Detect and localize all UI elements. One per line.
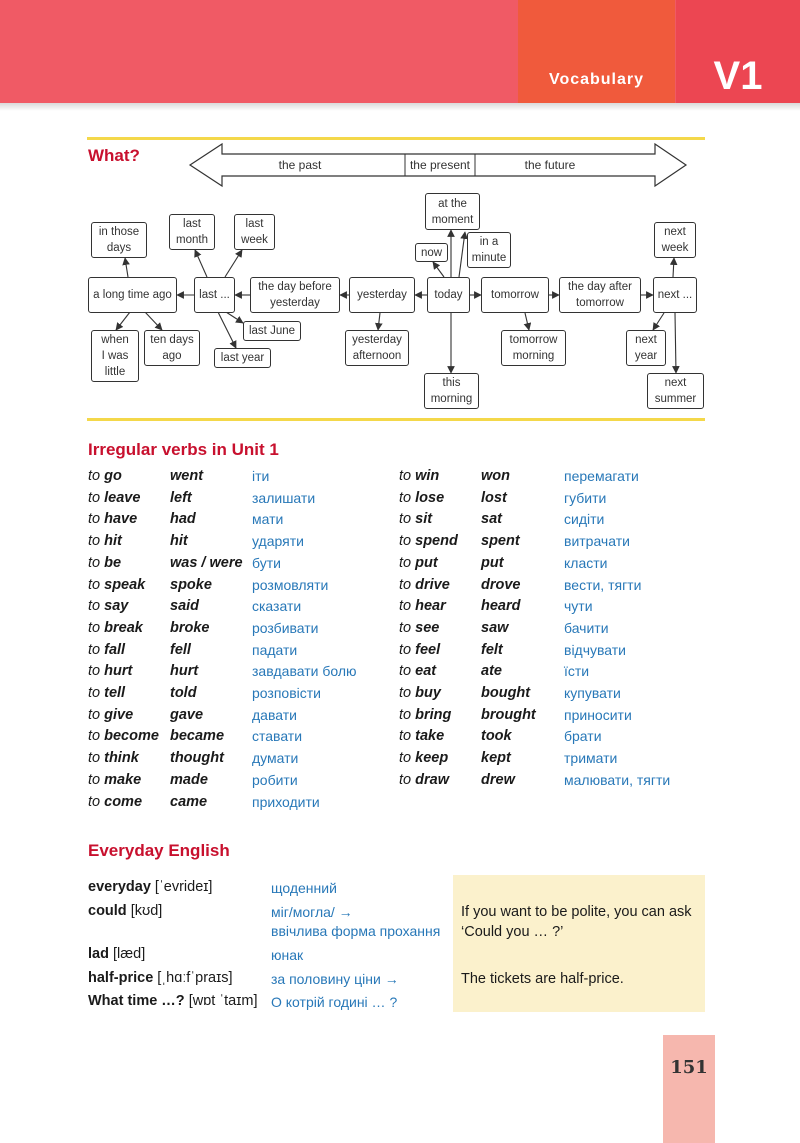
box-label: last June [248,325,296,337]
verb-infinitive [88,792,142,814]
box-tomorrow [481,277,549,313]
to-particle: to [399,533,412,550]
verb-base: speak [104,576,146,593]
to-particle: to [88,663,101,680]
to-particle: to [399,750,412,767]
everyday-word [88,879,212,895]
to-particle: to [399,598,412,615]
ipa: [wɒt ˈtaɪm] [188,993,258,1009]
timeline-past: the past [278,158,322,172]
verb-translation: давати [252,706,297,723]
box-next-summer [647,373,704,409]
box-label: next year [634,334,658,362]
verb-translation: тримати [564,750,618,767]
box-last-dots [194,277,235,313]
verb-translation: вести, тягти [564,576,642,593]
to-particle: to [399,468,412,484]
verb-past: drove [481,576,521,593]
verb-translation: сказати [252,598,302,615]
box-now [415,243,448,262]
to-particle: to [399,511,412,528]
box-label: last week [241,218,268,246]
what-time-word [88,993,258,1009]
verb-past: put [481,554,504,571]
verb-infinitive [399,509,432,531]
verb-base: see [415,619,440,636]
verb-past: brought [481,706,536,723]
verb-infinitive [399,575,450,597]
to-particle: to [88,468,101,484]
to-particle: to [399,771,412,788]
verb-base: leave [104,489,141,506]
verb-translation: приходити [252,793,320,810]
half-price-word [88,970,233,986]
verb-translation: робити [252,771,298,788]
box-last-week [234,214,275,250]
example-box [453,875,705,1012]
box-label: ten days ago [150,334,194,362]
to-particle: to [399,728,412,745]
verb-base: win [415,468,440,484]
verb-past: was / were [170,554,243,571]
verb-base: sit [415,511,433,528]
verb-infinitive [399,748,448,770]
to-particle: to [399,576,412,593]
verb-infinitive [88,488,140,510]
verb-base: bring [415,706,452,723]
to-particle: to [399,663,412,680]
to-particle: to [88,728,101,745]
verb-past: saw [481,619,509,636]
verb-infinitive [88,618,143,640]
box-next-dots [653,277,697,313]
box-label: yesterday afternoon [352,334,402,362]
verb-base: take [415,728,445,745]
verb-past: hurt [170,663,199,680]
verb-past: kept [481,750,511,767]
verb-infinitive [399,726,444,748]
box-a-long-time-ago [88,277,177,313]
box-last-june [243,321,301,341]
box-label: at the moment [431,197,474,226]
verb-past: told [170,685,197,701]
verb-infinitive [88,770,141,792]
verb-translation: завдавати болю [252,663,357,680]
verb-base: tell [104,685,126,701]
box-day-before-yesterday [250,277,340,313]
verb-infinitive [399,553,438,575]
verb-base: become [104,728,159,745]
to-particle: to [399,685,412,701]
verb-past: ate [481,663,502,680]
verb-infinitive [88,596,128,618]
box-at-the-moment [425,193,480,230]
box-in-a-minute [467,232,511,268]
to-particle: to [88,793,101,810]
to-particle: to [88,641,101,658]
verb-translation: ставати [252,728,303,745]
ipa: [ˌhɑːfˈpraɪs] [157,970,233,986]
box-label: in a minute [471,236,507,264]
box-label: when I was little [101,334,129,378]
box-ten-days-ago [144,330,200,366]
box-label: last year [220,352,265,364]
verb-base: draw [415,771,449,788]
verb-base: give [104,706,134,723]
verb-infinitive [399,596,446,618]
to-particle: to [88,511,101,528]
box-label: last month [176,218,208,246]
to-particle: to [399,489,412,506]
verb-base: hurt [104,663,133,680]
timeline-present: the present [409,158,471,172]
verb-translation: брати [564,728,602,745]
verb-past: won [481,468,510,484]
verb-translation: розбивати [252,619,319,636]
verb-base: eat [415,663,437,680]
box-today [427,277,470,313]
box-label: last ... [199,289,230,301]
box-last-month [169,214,215,250]
box-label: a long time ago [93,289,172,301]
verb-past: gave [170,706,204,723]
verb-translation: перемагати [564,468,639,484]
verb-base: drive [415,576,450,593]
verb-translation: їсти [564,663,590,680]
verb-infinitive [88,531,122,553]
to-particle: to [88,685,101,701]
verb-base: hear [415,598,446,615]
to-particle: to [88,771,101,788]
box-label: the day after tomorrow [568,281,632,309]
verb-past: went [170,468,204,484]
verb-past: said [170,598,200,615]
what-title: What? [88,146,140,165]
to-particle: to [399,619,412,636]
box-next-year [626,330,666,366]
verb-past: hit [170,533,188,550]
could-translation: міг/могла/ → [271,904,353,920]
word: half-price [88,970,154,986]
to-particle: to [88,554,101,571]
verb-infinitive [88,661,132,683]
lad-translation: юнак [271,947,304,963]
verb-translation: губити [564,489,607,506]
verb-infinitive [399,705,451,727]
verb-infinitive [399,618,439,640]
box-label: today [434,289,463,301]
box-label: now [420,246,443,259]
verb-base: buy [415,685,441,701]
to-particle: to [88,706,101,723]
everyday-translation: щоденний [271,880,337,896]
verb-infinitive [399,770,449,792]
box-label: next ... [657,289,693,301]
box-last-year [214,348,271,368]
word: everyday [88,879,151,895]
verb-infinitive [88,553,121,575]
unit-label: V1 [676,0,800,103]
verb-translation: думати [252,750,299,767]
word: could [88,903,127,919]
polite-note-line-2: ‘Could you … ?’ [461,924,564,940]
verb-past: broke [170,619,210,636]
box-label: next summer [654,377,697,405]
verb-past: bought [481,685,531,701]
verb-past: came [170,793,208,810]
box-label: this morning [430,377,473,405]
verb-past: felt [481,641,503,658]
verb-base: feel [415,641,441,658]
verb-base: say [104,598,129,615]
verb-infinitive [399,683,441,705]
to-particle: to [88,533,101,550]
box-in-those-days [91,222,147,258]
verb-base: spend [415,533,458,550]
verb-translation: мати [252,511,284,528]
timeline-future: the future [524,158,576,172]
verb-base: keep [415,750,449,767]
to-particle: to [88,576,101,593]
verb-infinitive [88,705,133,727]
lad-word [88,946,145,962]
to-particle: to [399,554,412,571]
verb-past: fell [170,641,191,658]
could-word [88,903,162,919]
box-label: next week [661,226,689,254]
verb-infinitive [399,531,458,553]
verb-translation: чути [564,598,593,615]
verb-base: put [415,554,438,571]
verb-translation: іти [252,468,270,484]
verb-past: spent [481,533,520,550]
page-tab [663,1035,715,1143]
bottom-rule [87,418,705,421]
to-particle: to [399,641,412,658]
verb-translation: купувати [564,685,621,701]
to-particle: to [88,489,101,506]
word: What time …? [88,993,185,1009]
verb-infinitive [88,466,122,488]
verb-base: fall [104,641,126,658]
verb-past: drew [481,771,515,788]
to-particle: to [399,706,412,723]
section-label: Vocabulary [518,0,675,103]
to-particle: to [88,598,101,615]
box-next-week [654,222,696,258]
box-label: the day before yesterday [258,281,332,309]
box-when-i-was-little [91,330,139,382]
ipa: [kʊd] [130,903,163,919]
verb-past: took [481,728,512,745]
box-day-after-tomorrow [559,277,641,313]
verb-past: thought [170,750,224,767]
verb-past: had [170,511,196,528]
everyday-title: Everyday English [88,841,230,860]
verb-translation: бути [252,554,281,571]
verb-base: be [104,554,122,571]
verb-base: go [104,468,122,484]
verb-translation: розмовляти [252,576,329,593]
verb-past: heard [481,598,521,615]
to-particle: to [88,750,101,767]
box-label: tomorrow morning [509,334,558,362]
half-price-translation: за половину ціни → [271,971,399,987]
verb-translation: сидіти [564,511,605,528]
polite-note-line-1: If you want to be polite, you can ask [461,904,692,920]
verb-base: think [104,750,139,767]
verb-translation: класти [564,554,608,571]
verb-translation: витрачати [564,533,630,550]
box-label: yesterday [357,289,407,301]
verb-base: come [104,793,143,810]
half-price-note: The tickets are half-price. [461,971,624,987]
page-number: 151 [670,1057,708,1078]
verb-past: lost [481,489,507,506]
verb-infinitive [399,488,444,510]
verb-translation: малювати, тягти [564,771,671,788]
verb-past: became [170,728,225,745]
verb-infinitive [88,640,125,662]
to-particle: to [88,619,101,636]
verb-infinitive [399,661,436,683]
verbs-title: Irregular verbs in Unit 1 [88,440,279,459]
verb-infinitive [399,466,439,488]
verb-infinitive [88,509,137,531]
verb-past: sat [481,511,502,528]
verb-infinitive [88,748,139,770]
verb-base: have [104,511,138,528]
verb-translation: ударяти [252,533,304,550]
box-this-morning [424,373,479,409]
verb-translation: приносити [564,706,632,723]
verb-translation: бачити [564,619,609,636]
verb-translation: відчувати [564,641,627,658]
what-time-translation: О котрій годині … ? [271,994,398,1010]
box-label: in those days [98,226,140,254]
box-tomorrow-morning [501,330,566,366]
verb-infinitive [88,726,159,748]
verb-infinitive [88,575,145,597]
verb-translation: падати [252,641,298,658]
verb-past: made [170,771,208,788]
verb-base: lose [415,489,445,506]
verb-translation: залишати [252,489,316,506]
ipa: [læd] [112,946,146,962]
box-yesterday-afternoon [345,330,409,366]
verb-base: hit [104,533,122,550]
verb-past: spoke [170,576,212,593]
verb-infinitive [88,683,125,705]
word: lad [88,946,109,962]
box-yesterday [349,277,415,313]
could-translation-2: ввічлива форма прохання [271,923,441,939]
verb-past: left [170,489,192,506]
ipa: [ˈevrideɪ] [154,879,213,895]
verb-base: break [104,619,143,636]
box-label: tomorrow [491,289,539,301]
verb-translation: розповісти [252,685,321,701]
verb-base: make [104,771,142,788]
verb-infinitive [399,640,440,662]
